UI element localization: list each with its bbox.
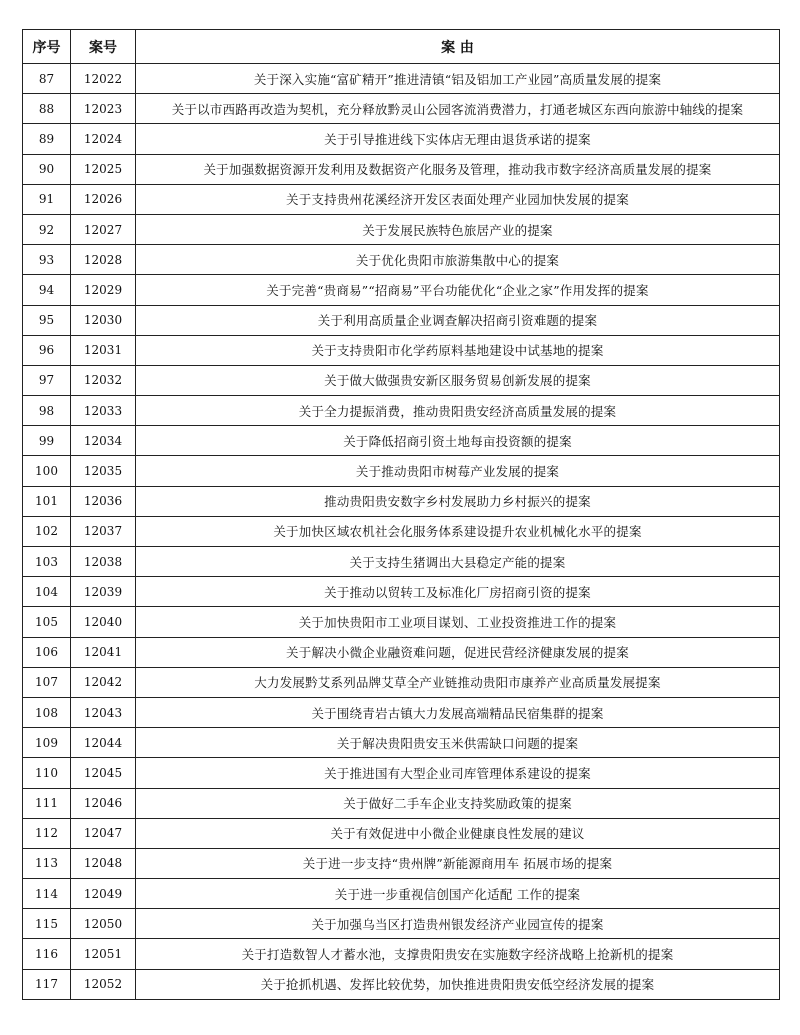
- row-seq: 98: [23, 396, 71, 426]
- row-seq: 108: [23, 697, 71, 727]
- row-case-no: 12031: [71, 335, 136, 365]
- row-seq: 116: [23, 939, 71, 969]
- row-seq: 93: [23, 245, 71, 275]
- row-case-no: 12046: [71, 788, 136, 818]
- row-case-no: 12049: [71, 879, 136, 909]
- table-row: [23, 516, 780, 546]
- row-case-no: 12035: [71, 456, 136, 486]
- row-case-no: 12044: [71, 728, 136, 758]
- row-title: 关于加强数据资源开发利用及数据资产化服务及管理，推动我市数字经济高质量发展的提案: [136, 154, 780, 184]
- row-seq: 110: [23, 758, 71, 788]
- row-title: 关于进一步重视信创国产化适配 工作的提案: [136, 879, 780, 909]
- table-row: [23, 879, 780, 909]
- row-title: 关于有效促进中小微企业健康良性发展的建议: [136, 818, 780, 848]
- row-case-no: 12051: [71, 939, 136, 969]
- row-title: 关于支持贵州花溪经济开发区表面处理产业园加快发展的提案: [136, 184, 780, 214]
- row-title: 关于支持生猪调出大县稳定产能的提案: [136, 547, 780, 577]
- row-seq: 88: [23, 94, 71, 124]
- row-seq: 90: [23, 154, 71, 184]
- row-case-no: 12036: [71, 486, 136, 516]
- table-row: [23, 396, 780, 426]
- table-row: [23, 818, 780, 848]
- row-seq: 109: [23, 728, 71, 758]
- table-row: [23, 939, 780, 969]
- table-row: [23, 848, 780, 878]
- table-row: [23, 909, 780, 939]
- row-case-no: 12027: [71, 214, 136, 244]
- table-row: [23, 607, 780, 637]
- row-seq: 102: [23, 516, 71, 546]
- table-row: [23, 214, 780, 244]
- table-row: [23, 697, 780, 727]
- row-title: 关于解决贵阳贵安玉米供需缺口问题的提案: [136, 728, 780, 758]
- row-case-no: 12042: [71, 667, 136, 697]
- table-row: [23, 64, 780, 94]
- row-case-no: 12024: [71, 124, 136, 154]
- row-case-no: 12028: [71, 245, 136, 275]
- table-row: [23, 969, 780, 999]
- row-seq: 97: [23, 365, 71, 395]
- row-seq: 112: [23, 818, 71, 848]
- row-title: 关于加快贵阳市工业项目谋划、工业投资推进工作的提案: [136, 607, 780, 637]
- row-title: 关于利用高质量企业调查解决招商引资难题的提案: [136, 305, 780, 335]
- row-case-no: 12052: [71, 969, 136, 999]
- row-case-no: 12038: [71, 547, 136, 577]
- table-row: [23, 788, 780, 818]
- row-title: 关于引导推进线下实体店无理由退货承诺的提案: [136, 124, 780, 154]
- row-title: 关于解决小微企业融资难问题，促进民营经济健康发展的提案: [136, 637, 780, 667]
- row-title: 关于完善“贵商易”“招商易”平台功能优化“企业之家”作用发挥的提案: [136, 275, 780, 305]
- table-row: [23, 275, 780, 305]
- column-header-title: 案 由: [136, 30, 780, 64]
- row-seq: 101: [23, 486, 71, 516]
- row-case-no: 12026: [71, 184, 136, 214]
- row-seq: 103: [23, 547, 71, 577]
- row-seq: 114: [23, 879, 71, 909]
- table-row: [23, 365, 780, 395]
- table-row: [23, 124, 780, 154]
- row-title: 关于抢抓机遇、发挥比较优势，加快推进贵阳贵安低空经济发展的提案: [136, 969, 780, 999]
- row-case-no: 12039: [71, 577, 136, 607]
- row-seq: 115: [23, 909, 71, 939]
- row-seq: 95: [23, 305, 71, 335]
- row-seq: 89: [23, 124, 71, 154]
- row-title: 关于发展民族特色旅居产业的提案: [136, 214, 780, 244]
- row-title: 关于做好二手车企业支持奖励政策的提案: [136, 788, 780, 818]
- row-seq: 100: [23, 456, 71, 486]
- row-seq: 104: [23, 577, 71, 607]
- table-row: [23, 154, 780, 184]
- row-case-no: 12030: [71, 305, 136, 335]
- table-row: [23, 728, 780, 758]
- table-row: [23, 667, 780, 697]
- row-seq: 113: [23, 848, 71, 878]
- table-row: [23, 245, 780, 275]
- row-case-no: 12033: [71, 396, 136, 426]
- row-case-no: 12048: [71, 848, 136, 878]
- row-seq: 92: [23, 214, 71, 244]
- row-title: 关于以市西路再改造为契机，充分释放黔灵山公园客流消费潜力，打通老城区东西向旅游中轴线的提案: [136, 94, 780, 124]
- table-row: [23, 758, 780, 788]
- row-seq: 96: [23, 335, 71, 365]
- row-title: 关于围绕青岩古镇大力发展高端精品民宿集群的提案: [136, 697, 780, 727]
- row-seq: 105: [23, 607, 71, 637]
- table-row: [23, 426, 780, 456]
- table-row: [23, 486, 780, 516]
- row-title: 关于推动以贸转工及标准化厂房招商引资的提案: [136, 577, 780, 607]
- row-case-no: 12022: [71, 64, 136, 94]
- row-title: 关于进一步支持“贵州牌”新能源商用车 拓展市场的提案: [136, 848, 780, 878]
- row-title: 关于加快区域农机社会化服务体系建设提升农业机械化水平的提案: [136, 516, 780, 546]
- column-header-case-no: 案号: [71, 30, 136, 64]
- table-row: [23, 94, 780, 124]
- row-case-no: 12032: [71, 365, 136, 395]
- row-title: 关于全力提振消费，推动贵阳贵安经济高质量发展的提案: [136, 396, 780, 426]
- row-title: 关于降低招商引资土地每亩投资额的提案: [136, 426, 780, 456]
- row-title: 关于做大做强贵安新区服务贸易创新发展的提案: [136, 365, 780, 395]
- row-case-no: 12041: [71, 637, 136, 667]
- row-seq: 106: [23, 637, 71, 667]
- table-row: [23, 305, 780, 335]
- row-seq: 99: [23, 426, 71, 456]
- row-title: 关于打造数智人才蓄水池，支撑贵阳贵安在实施数字经济战略上抢新机的提案: [136, 939, 780, 969]
- row-title: 关于推动贵阳市树莓产业发展的提案: [136, 456, 780, 486]
- row-title: 关于深入实施“富矿精开”推进清镇“铝及铝加工产业园”高质量发展的提案: [136, 64, 780, 94]
- table-row: [23, 637, 780, 667]
- row-title: 关于推进国有大型企业司库管理体系建设的提案: [136, 758, 780, 788]
- row-title: 大力发展黔艾系列品牌艾草全产业链推动贵阳市康养产业高质量发展提案: [136, 667, 780, 697]
- row-case-no: 12034: [71, 426, 136, 456]
- table-row: [23, 547, 780, 577]
- row-seq: 107: [23, 667, 71, 697]
- table-header-row: [23, 30, 780, 64]
- row-case-no: 12025: [71, 154, 136, 184]
- table-body: [23, 64, 780, 1000]
- row-seq: 87: [23, 64, 71, 94]
- table-row: [23, 456, 780, 486]
- column-header-seq: 序号: [23, 30, 71, 64]
- row-seq: 91: [23, 184, 71, 214]
- row-title: 关于优化贵阳市旅游集散中心的提案: [136, 245, 780, 275]
- row-case-no: 12040: [71, 607, 136, 637]
- row-case-no: 12047: [71, 818, 136, 848]
- row-case-no: 12043: [71, 697, 136, 727]
- row-seq: 117: [23, 969, 71, 999]
- row-title: 关于支持贵阳市化学药原料基地建设中试基地的提案: [136, 335, 780, 365]
- table-row: [23, 335, 780, 365]
- row-case-no: 12045: [71, 758, 136, 788]
- row-case-no: 12029: [71, 275, 136, 305]
- table-row: [23, 184, 780, 214]
- row-seq: 94: [23, 275, 71, 305]
- table-row: [23, 577, 780, 607]
- row-title: 推动贵阳贵安数字乡村发展助力乡村振兴的提案: [136, 486, 780, 516]
- row-case-no: 12023: [71, 94, 136, 124]
- row-case-no: 12037: [71, 516, 136, 546]
- row-title: 关于加强乌当区打造贵州银发经济产业园宣传的提案: [136, 909, 780, 939]
- row-seq: 111: [23, 788, 71, 818]
- proposal-table: [22, 29, 780, 1000]
- row-case-no: 12050: [71, 909, 136, 939]
